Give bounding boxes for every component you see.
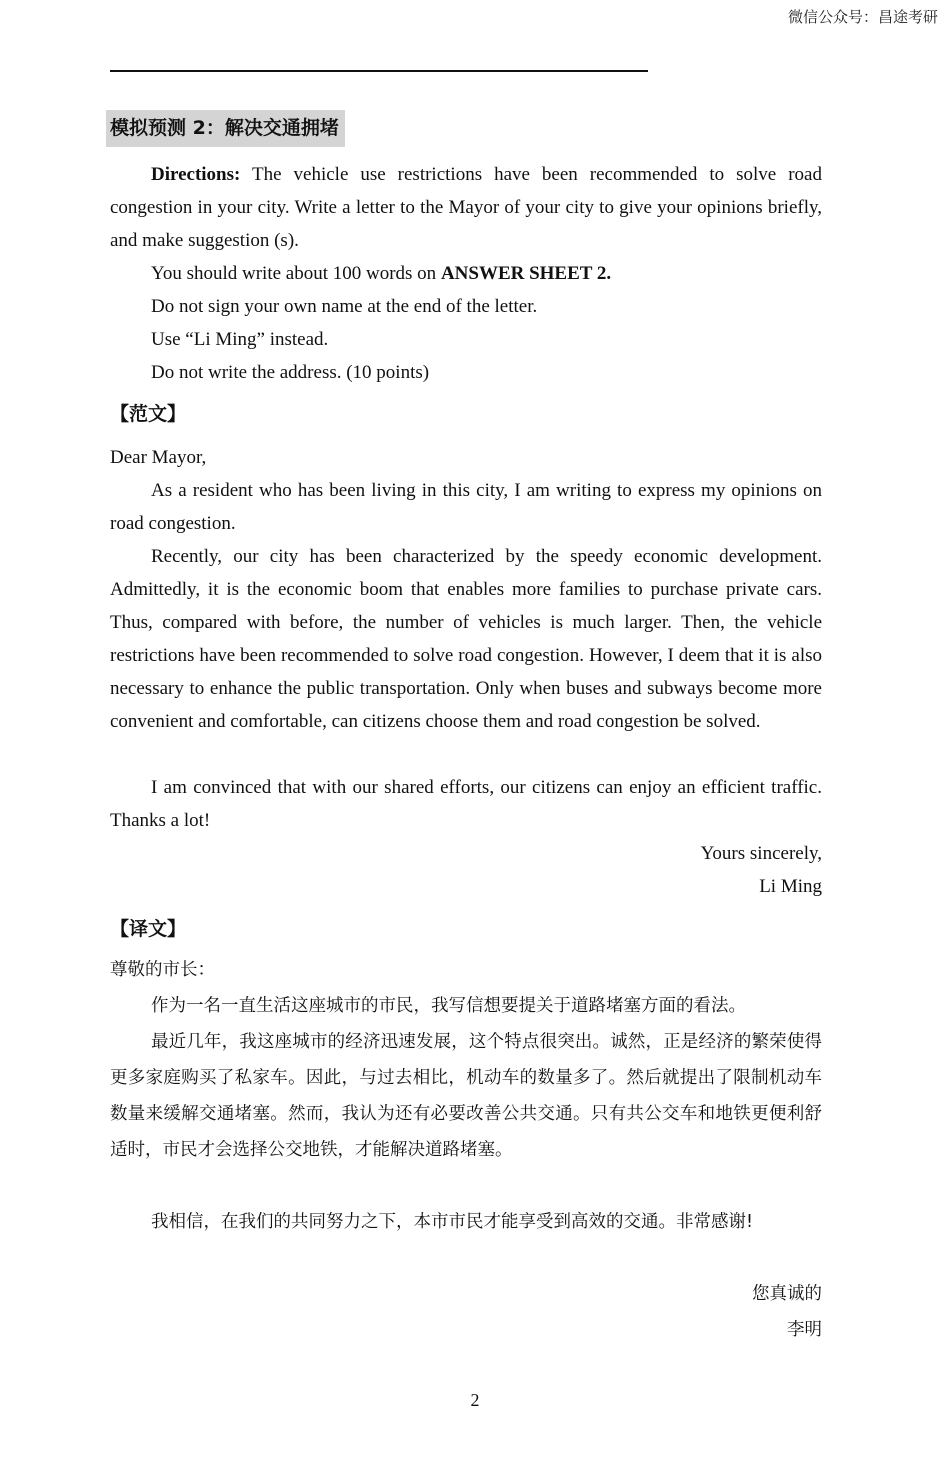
directions-paragraph xyxy=(110,158,822,257)
directions-line-3: Use “Li Ming” instead. xyxy=(151,329,329,350)
translation-signature: 李明 xyxy=(787,1320,822,1340)
letter-paragraph-2: Recently, our city has been characterized by the speedy economic development. Admittedly, it is the economic boom that enables more families to purchase private cars. Thus, compared with before, the number of vehicles is much larger. Then, the vehicle restrictions have been recommended to solve road congestion. However, I deem that it is also necessary to enhance the public transportation. Only when buses and subways become more convenient and comfortable, can citizens choose them and road congestion be solved. xyxy=(110,546,822,732)
answer-sheet-label: ANSWER SHEET 2. xyxy=(440,263,612,284)
translation-heading: 【译文】 xyxy=(110,918,187,940)
section-title: 模拟预测 2：解决交通拥堵 xyxy=(106,110,345,147)
directions-label: Directions: xyxy=(151,164,241,185)
wechat-header: 微信公众号：昌途考研 xyxy=(787,8,938,26)
top-rule xyxy=(110,70,648,72)
translation-paragraph-3: 我相信，在我们的共同努力之下，本市市民才能享受到高效的交通。非常感谢! xyxy=(151,1212,754,1232)
translation-salutation: 尊敬的市长： xyxy=(110,960,215,980)
directions-text: The vehicle use restrictions have been recommended to solve road congestion in your city. Write a letter to the Mayor of your city to give your opinions briefly, and make suggestion (s). xyxy=(110,164,822,251)
letter-closing: Yours sincerely, xyxy=(700,843,822,864)
letter-paragraph-1: As a resident who has been living in this city, I am writing to express my opinions on road congestion. xyxy=(110,480,822,534)
letter-signature: Li Ming xyxy=(759,876,822,897)
letter-paragraph-3: I am convinced that with our shared efforts, our citizens can enjoy an efficient traffic. Thanks a lot! xyxy=(110,777,822,831)
translation-closing: 您真诚的 xyxy=(752,1284,822,1304)
page-number: 2 xyxy=(470,1390,480,1410)
letter-salutation: Dear Mayor, xyxy=(110,447,207,468)
directions-line-4: Do not write the address. (10 points) xyxy=(151,362,430,383)
translation-paragraph-2: 最近几年，我这座城市的经济迅速发展，这个特点很突出。诚然，正是经济的繁荣使得更多家庭购买了私家车。因此，与过去相比，机动车的数量多了。然后就提出了限制机动车数量来缓解交通堵塞。然而，我认为还有必要改善公共交通。只有共公交车和地铁更便利舒适时，市民才会选择公交地铁，才能解决道路堵塞。 xyxy=(110,1032,822,1160)
model-essay-heading: 【范文】 xyxy=(110,403,187,425)
directions-line-1 xyxy=(151,257,611,290)
translation-paragraph-1: 作为一名一直生活这座城市的市民，我写信想要提关于道路堵塞方面的看法。 xyxy=(151,996,746,1016)
directions-line-2: Do not sign your own name at the end of the letter. xyxy=(151,296,538,317)
directions-line-1-text: You should write about 100 words on xyxy=(151,263,441,284)
